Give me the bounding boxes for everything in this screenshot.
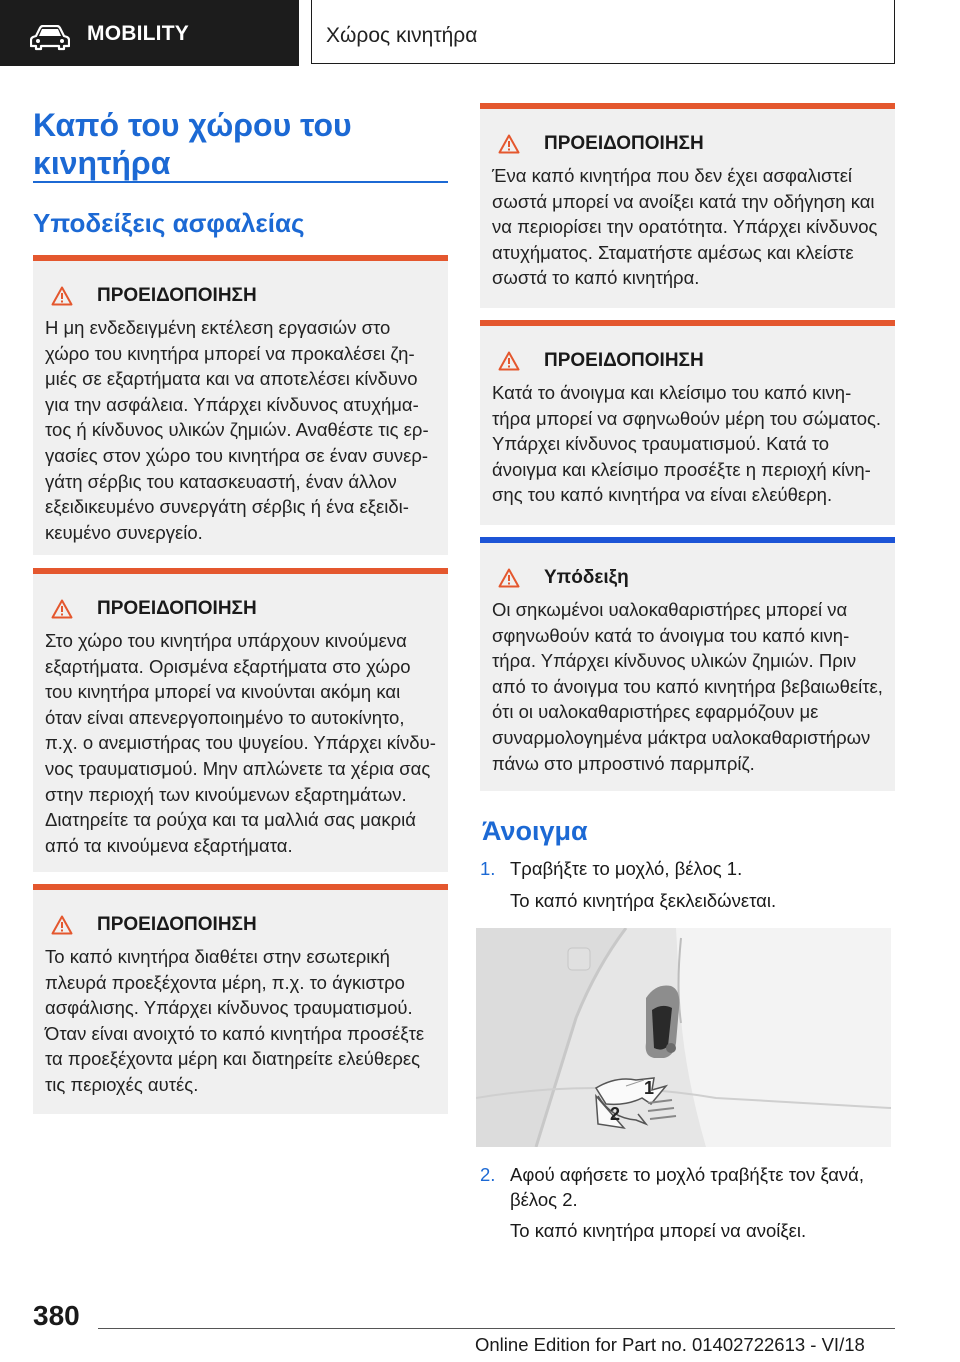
- page-number: 380: [33, 1300, 80, 1331]
- arrow-label-1: 1: [644, 1078, 655, 1098]
- header-section-label: MOBILITY: [87, 22, 189, 45]
- step-text: Αφού αφήσετε το μοχλό τραβήξτε τον ξανά, βέλος 2.: [510, 1164, 864, 1210]
- edition-text: Online Edition for Part no. 01402722613 - VI/18: [475, 1334, 865, 1355]
- warning-box-5: [480, 320, 895, 525]
- header-chapter-label: Χώρος κινητήρα: [326, 24, 478, 47]
- warning-title: ΠΡΟΕΙΔΟΠΟΙΗΣΗ: [97, 598, 257, 619]
- warning-text: Στο χώρο του κινητήρα υπάρχουν κινούμενα εξαρτήματα. Ορισμένα εξαρτήματα στο χώρο του κινητήρα μπορεί να κινούνται ακόμη και όταν είναι απενεργοποιημένο το αυτοκίνητο, π.χ. ο ανεμιστήρας του ψυγείου. Υπάρχει κίνδυνος τραυματισμού. Μην απλώνετε τα χέρια σας στην περιοχή των κινούμενων εξαρτημάτων. Διατηρείτε τα ρούχα και τα μαλλιά σας μακριά από τα κινούμενα εξαρτήματα.: [45, 630, 436, 856]
- step-text: Τραβήξτε το μοχλό, βέλος 1.: [510, 858, 743, 879]
- page-title: Καπό του χώρου του κινητήρα: [33, 107, 352, 181]
- title-divider: [33, 181, 448, 183]
- lever-figure-svg: [476, 928, 891, 1147]
- note-triangle-icon: [498, 568, 520, 588]
- note-box: [480, 537, 895, 791]
- footer-divider: [98, 1328, 895, 1329]
- warning-text: Κατά το άνοιγμα και κλείσιμο του καπό κινητήρα μπορεί να σφηνωθούν μέρη του σώματος. Υπάρχει κίνδυνος τραυματισμού. Κατά το άνοιγμα και κλείσιμο προσέξτε η περιοχή κίνησης του καπό κινητήρα να είναι ελεύθερη.: [492, 382, 882, 506]
- section-heading-opening: Άνοιγμα: [482, 816, 588, 846]
- note-title: Υπόδειξη: [544, 567, 629, 588]
- step-result: Το καπό κινητήρα ξεκλειδώνεται.: [510, 890, 777, 911]
- step-result: Το καπό κινητήρα μπορεί να ανοίξει.: [510, 1220, 807, 1241]
- warning-triangle-icon: [51, 599, 73, 619]
- hood-release-lever-illustration: [476, 928, 891, 1147]
- warning-text: Το καπό κινητήρα διαθέτει στην εσωτερική πλευρά προεξέχοντα μέρη, π.χ. το άγκιστρο ασφάλισης. Υπάρχει κίνδυνος τραυματισμού. Όταν είναι ανοιχτό το καπό κινητήρα προσέξτε τα προεξέχοντα μέρη και διατηρείτε ελεύθερες τις περιοχές αυτές.: [45, 946, 425, 1095]
- step-number: 2.: [480, 1164, 496, 1185]
- step-1: [480, 856, 895, 916]
- step-number: 1.: [480, 858, 496, 879]
- warning-triangle-icon: [51, 915, 73, 935]
- warning-box-3: [33, 884, 448, 1114]
- warning-text: Ένα καπό κινητήρα που δεν έχει ασφαλιστεί σωστά μπορεί να ανοίξει κατά την οδήγηση και να περιορίσει την ορατότητα. Υπάρχει κίνδυνος ατυχήματος. Σταματήστε αμέσως και κλείστε σωστά το καπό κινητήρα.: [492, 165, 878, 289]
- warning-title: ΠΡΟΕΙΔΟΠΟΙΗΣΗ: [544, 133, 704, 154]
- warning-title: ΠΡΟΕΙΔΟΠΟΙΗΣΗ: [97, 914, 257, 935]
- car-icon: [30, 25, 70, 51]
- warning-triangle-icon: [51, 286, 73, 306]
- warning-triangle-icon: [498, 134, 520, 154]
- header-section-tab: [0, 0, 299, 66]
- warning-text: Η μη ενδεδειγμένη εκτέλεση εργασιών στο χώρο του κινητήρα μπορεί να προκαλέσει ζημιές σε εξαρτήματα και να αποτελέσει κίνδυνο για την ασφάλεια. Υπάρχει κίνδυνος ατυχήματος ή κίνδυνος υλικών ζημιών. Αναθέστε τις εργασίες στον χώρο του κινητήρα σε έναν συνεργάτη σέρβις του κατασκευαστή, έναν άλλον εξειδικευμένο συνεργάτη σέρβις ή ένα εξειδικευμένο συνεργείο.: [45, 317, 429, 543]
- warning-box-4: [480, 103, 895, 308]
- warning-title: ΠΡΟΕΙΔΟΠΟΙΗΣΗ: [97, 285, 257, 306]
- warning-triangle-icon: [498, 351, 520, 371]
- header-chapter-tab: [311, 0, 895, 64]
- warning-title: ΠΡΟΕΙΔΟΠΟΙΗΣΗ: [544, 350, 704, 371]
- warning-box-2: [33, 568, 448, 872]
- arrow-label-2: 2: [610, 1104, 621, 1124]
- section-heading-safety: Υποδείξεις ασφαλείας: [33, 208, 305, 238]
- step-2: [480, 1162, 895, 1252]
- note-text: Οι σηκωμένοι υαλοκαθαριστήρες μπορεί να σφηνωθούν κατά το άνοιγμα του καπό κινητήρα. Υπάρχει κίνδυνος υλικών ζημιών. Πριν από το άνοιγμα του καπό κινητήρα βεβαιωθείτε, ότι οι υαλοκαθαριστήρες εφαρμόζουν με συναρμολογημένα μάκτρα υαλοκαθαριστήρων πάνω στο μπροστινό παρμπρίζ.: [492, 599, 883, 774]
- warning-box-1: [33, 255, 448, 555]
